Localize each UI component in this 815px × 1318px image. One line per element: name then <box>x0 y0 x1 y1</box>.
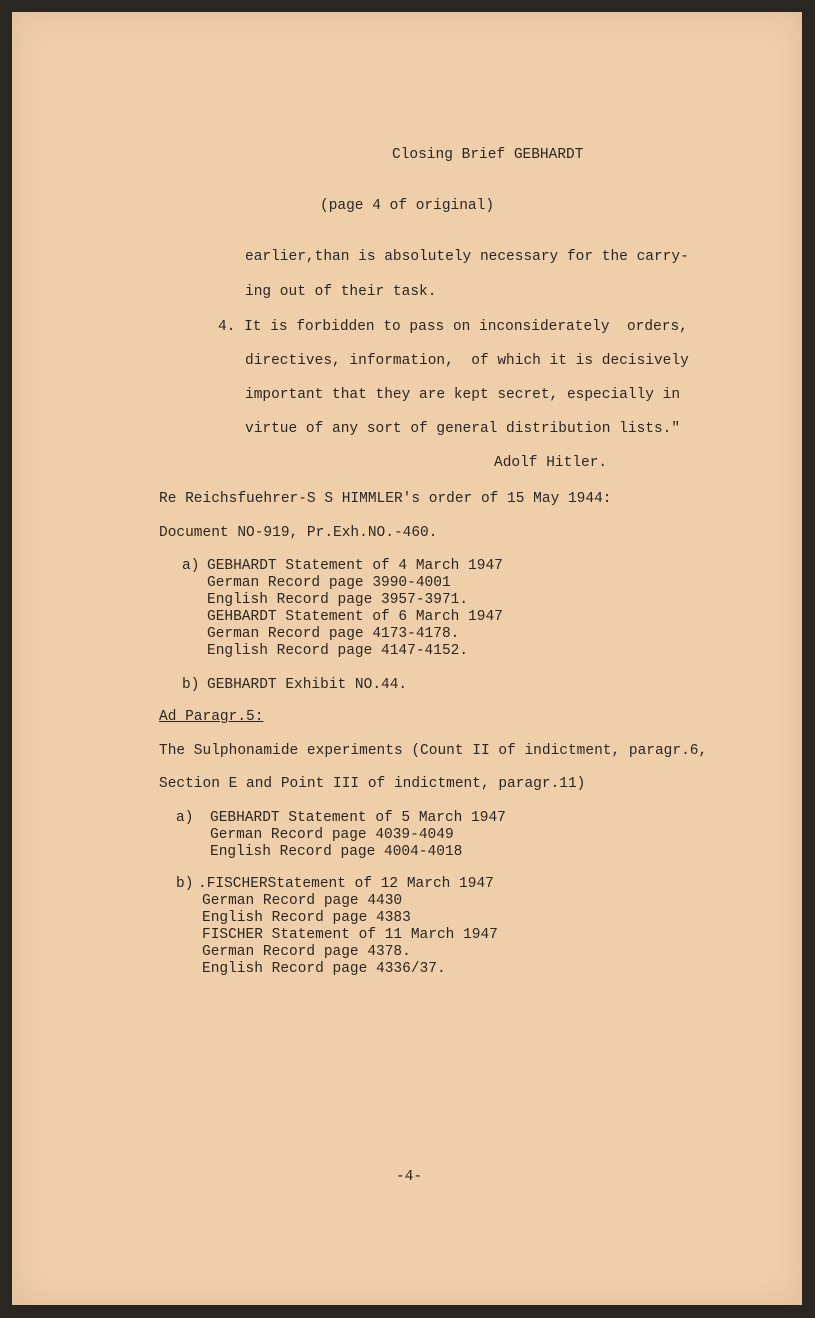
quote-line: earlier,than is absolutely necessary for the carry- <box>245 249 689 265</box>
quote-line: 4. It is forbidden to pass on inconsiderately orders, <box>218 319 688 335</box>
record-line: German Record page 4378. <box>202 944 411 960</box>
record-line: German Record page 4430 <box>202 893 403 909</box>
record-line: English Record page 4336/37. <box>202 961 446 977</box>
record-line: German Record page 4173-4178. <box>207 626 460 642</box>
section-heading: Ad Paragr.5: <box>159 709 264 725</box>
document-title: Closing Brief GEBHARDT <box>392 147 584 163</box>
record-line: English Record page 3957-3971. <box>207 592 469 608</box>
record-line: English Record page 4147-4152. <box>207 643 469 659</box>
quote-line: important that they are kept secret, especially in <box>245 387 681 403</box>
item-label: a) <box>182 558 200 574</box>
exhibit-line: GEBHARDT Exhibit NO.44. <box>207 677 408 693</box>
document-page <box>12 12 802 1305</box>
document-reference: Document NO-919, Pr.Exh.NO.-460. <box>159 525 438 541</box>
record-line: .FISCHERStatement of 12 March 1947 <box>198 876 494 892</box>
quote-signature: Adolf Hitler. <box>494 455 608 471</box>
record-line: GEBHARDT Statement of 4 March 1947 <box>207 558 503 574</box>
item-label: a) <box>176 810 194 826</box>
item-label: b) <box>182 677 200 693</box>
body-line: Section E and Point III of indictment, paragr.11) <box>159 776 586 792</box>
item-label: b) <box>176 876 194 892</box>
quote-line: directives, information, of which it is decisively <box>245 353 689 369</box>
himmler-heading: Re Reichsfuehrer-S S HIMMLER's order of 15 May 1944: <box>159 491 612 507</box>
document-subtitle: (page 4 of original) <box>320 198 495 214</box>
record-line: German Record page 3990-4001 <box>207 575 451 591</box>
record-line: GEHBARDT Statement of 6 March 1947 <box>207 609 503 625</box>
page-number: -4- <box>396 1169 423 1185</box>
record-line: English Record page 4383 <box>202 910 411 926</box>
record-line: German Record page 4039-4049 <box>210 827 454 843</box>
record-line: GEBHARDT Statement of 5 March 1947 <box>210 810 506 826</box>
record-line: FISCHER Statement of 11 March 1947 <box>202 927 498 943</box>
body-line: The Sulphonamide experiments (Count II of indictment, paragr.6, <box>159 743 708 759</box>
record-line: English Record page 4004-4018 <box>210 844 463 860</box>
quote-line: virtue of any sort of general distribution lists." <box>245 421 681 437</box>
quote-line: ing out of their task. <box>245 284 437 300</box>
